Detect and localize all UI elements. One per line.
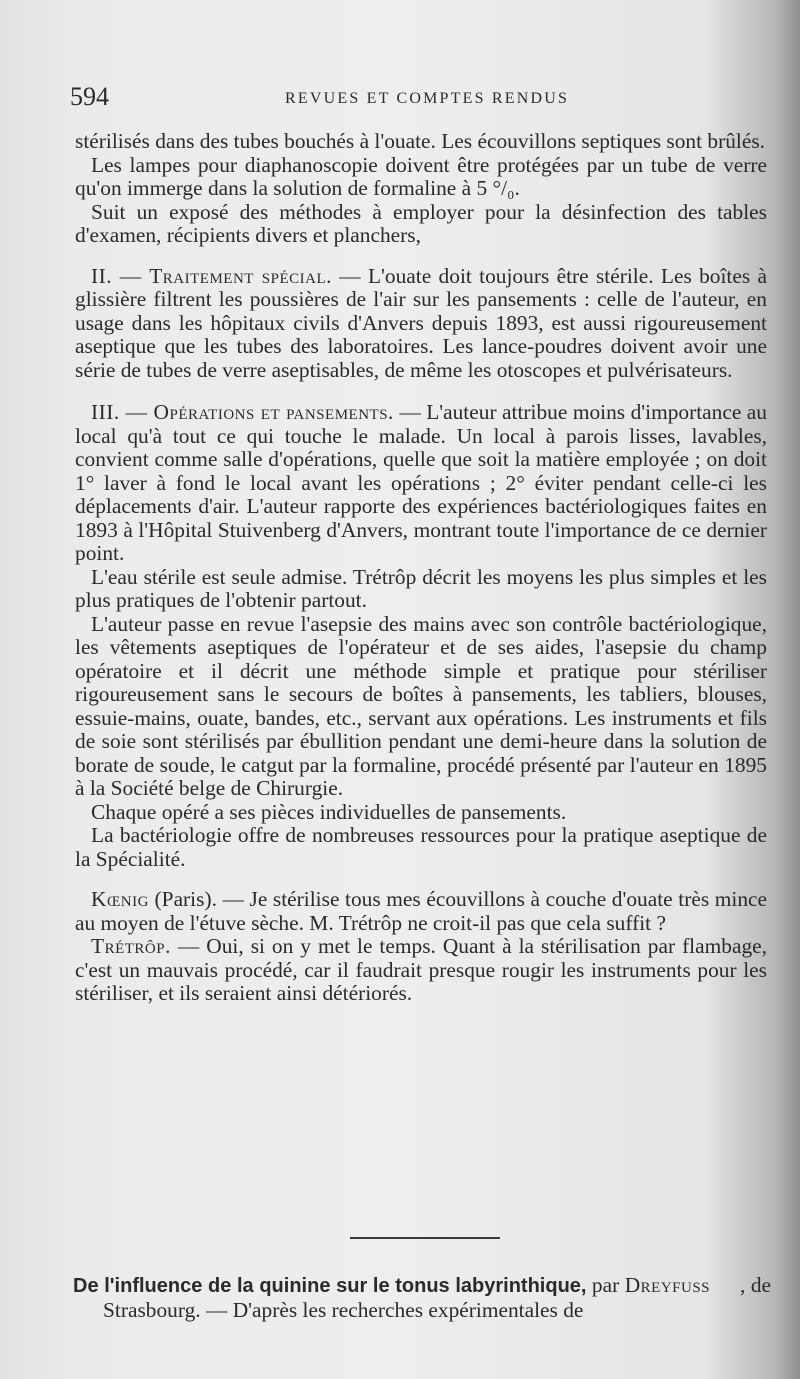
article-text: , de Strasbourg. — D'après les recherches expérimentales de <box>103 1273 772 1322</box>
article-author: Dreyfuss <box>624 1273 711 1297</box>
page-number: 594 <box>70 82 109 111</box>
paragraph: La bactériologie offre de nombreuses ressources pour la pratique aseptique de la Spécialité. <box>75 823 767 871</box>
article-intro <box>73 1273 710 1297</box>
paragraph: Suit un exposé des méthodes à employer pour la désinfection des tables d'examen, récipients divers et planchers, <box>75 199 767 247</box>
section-ii <box>75 265 767 383</box>
speaker-name: Kœnig <box>91 887 149 911</box>
section-text: — L'ouate doit toujours être stérile. Les boîtes à glissière filtrent les poussières de l'air sur les pansements : celle de l'auteur, en usage dans les hôpitaux civils d'Anvers depuis 1893, est aussi rigoureusement aseptique que les tubes des laboratoires. Les lance-poudres doivent avoir une série de tubes de verre aseptisables, de même les otoscopes et pulvérisateurs. <box>75 263 767 382</box>
discussion-tretrop <box>75 935 767 1006</box>
section-heading: III. — Opérations et pansements. <box>91 400 394 424</box>
section-heading: II. — Traitement spécial. <box>91 263 332 288</box>
speaker-text: (Paris). — Je stérilise tous mes écouvillons à couche d'ouate très mince au moyen de l'étuve sèche. M. Trétrôp ne croit-il pas que cela suffit ? <box>75 887 767 935</box>
speaker-text: — Oui, si on y met le temps. Quant à la stérilisation par flambage, c'est un mauvais procédé, car il faudrait presque rougir les instruments pour les stériliser, et ils seraient ainsi détériorés. <box>75 934 767 1005</box>
speaker-name: Trétrôp. <box>91 934 171 958</box>
main-text <box>75 130 767 1006</box>
paragraph: L'eau stérile est seule admise. Trétrôp décrit les moyens les plus simples et les plus pratiques de l'obtenir partout. <box>75 564 767 612</box>
next-article <box>73 1273 772 1322</box>
section-divider <box>350 1237 500 1239</box>
article-title: De l'influence de la quinine sur le tonus labyrinthique, <box>73 1275 587 1297</box>
paragraph: L'auteur passe en revue l'asepsie des mains avec son contrôle bactériologique, les vêtements aseptiques de l'opérateur et de ses aides, l'asepsie du champ opératoire et il décrit une méthode simple et pratique pour stériliser rigoureusement sans le secours de boîtes à pansements, les tabliers, blouses, essuie-mains, ouate, bandes, etc., servant aux opérations. Les instruments et fils de soie sont stérilisés par ébullition pendant une demi-heure dans la solution de borate de soude, le catgut par la formaline, procédé présenté par l'auteur en 1895 à la Société belge de Chirurgie. <box>75 611 767 800</box>
paragraph: stérilisés dans des tubes bouchés à l'ouate. Les écouvillons septiques sont brûlés. <box>75 129 766 153</box>
section-iii <box>75 401 767 566</box>
paragraph: Les lampes pour diaphanoscopie doivent être protégées par un tube de verre qu'on immerge dans la solution de formaline à 5 °/₀. <box>75 152 767 200</box>
section-text: — L'auteur attribue moins d'importance au local qu'à tout ce qui touche le malade. Un local à parois lisses, lavables, convient comme salle d'opérations, quelle que soit la matière employée ; on doit 1° laver à fond le local avant les opérations ; 2° éviter pendant celle-ci les déplacements d'air. L'auteur rapporte des expériences bactériologiques faites en 1893 à l'Hôpital Stuivenberg d'Anvers, montrant toute l'importance de ce dernier point. <box>75 400 767 565</box>
article-by: par <box>586 1273 625 1297</box>
page-header <box>70 82 770 116</box>
discussion-koenig <box>75 888 767 935</box>
paragraph: Chaque opéré a ses pièces individuelles de pansements. <box>91 799 567 824</box>
running-head: REVUES ET COMPTES RENDUS <box>285 90 570 107</box>
